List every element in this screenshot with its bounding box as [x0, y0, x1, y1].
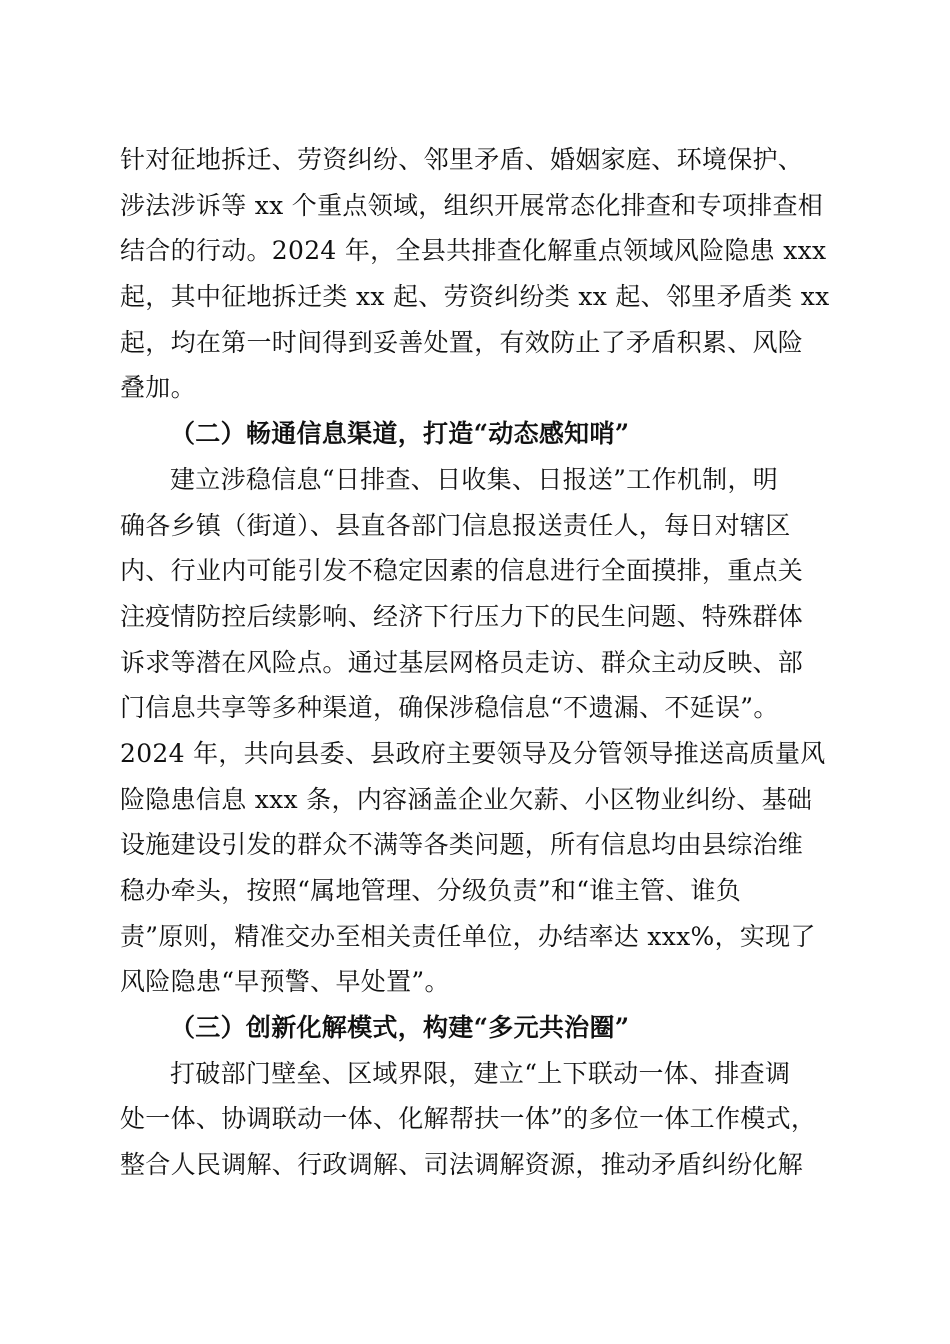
document-body — [120, 137, 834, 1188]
paragraph-line: 责”原则，精准交办至相关责任单位，办结率达 xxx%，实现了 — [120, 921, 816, 951]
paragraph-line: 针对征地拆迁、劳资纠纷、邻里矛盾、婚姻家庭、环境保护、 — [120, 145, 804, 174]
paragraph-line: 叠加。 — [120, 373, 196, 403]
paragraph-line: 确各乡镇（街道）、县直各部门信息报送责任人，每日对辖区 — [120, 510, 791, 540]
paragraph-line: 险隐患信息 xxx 条，内容涵盖企业欠薪、小区物业纠纷、基础 — [120, 784, 813, 814]
paragraph-line: 内、行业内可能引发不稳定因素的信息进行全面摸排，重点关 — [120, 556, 804, 586]
paragraph-line: 门信息共享等多种渠道，确保涉稳信息“不遗漏、不延误”。 — [120, 693, 779, 723]
paragraph-line: 起，其中征地拆迁类 xx 起、劳资纠纷类 xx 起、邻里矛盾类 xx — [120, 282, 830, 312]
section-heading-3: （三）创新化解模式，构建“多元共治圈” — [170, 1013, 630, 1043]
section-heading-2: （二）畅通信息渠道，打造“动态感知哨” — [170, 419, 630, 449]
paragraph-line: 设施建设引发的群众不满等各类问题，所有信息均由县综治维 — [120, 830, 804, 860]
paragraph-line: 打破部门壁垒、区域界限，建立“上下联动一体、排查调 — [170, 1058, 791, 1088]
paragraph-line: 整合人民调解、行政调解、司法调解资源，推动矛盾纠纷化解 — [120, 1150, 804, 1180]
paragraph-line: 诉求等潜在风险点。通过基层网格员走访、群众主动反映、部 — [120, 647, 804, 677]
paragraph-line: 风险隐患“早预警、早处置”。 — [120, 967, 450, 997]
paragraph-line: 处一体、协调联动一体、化解帮扶一体”的多位一体工作模式， — [120, 1104, 817, 1134]
paragraph-line: 稳办牵头，按照“属地管理、分级负责”和“谁主管、谁负 — [120, 876, 742, 905]
paragraph-line: 注疫情防控后续影响、经济下行压力下的民生问题、特殊群体 — [120, 601, 804, 631]
paragraph-line: 结合的行动。2024 年，全县共排查化解重点领域风险隐患 xxx — [120, 236, 827, 266]
paragraph-line: 起，均在第一时间得到妥善处置，有效防止了矛盾积累、风险 — [120, 327, 804, 357]
paragraph-line: 涉法涉诉等 xx 个重点领域，组织开展常态化排查和专项排查相 — [120, 190, 824, 220]
paragraph-line: 2024 年，共向县委、县政府主要领导及分管领导推送高质量风 — [120, 738, 826, 768]
paragraph-line: 建立涉稳信息“日排查、日收集、日报送”工作机制，明 — [170, 464, 779, 494]
